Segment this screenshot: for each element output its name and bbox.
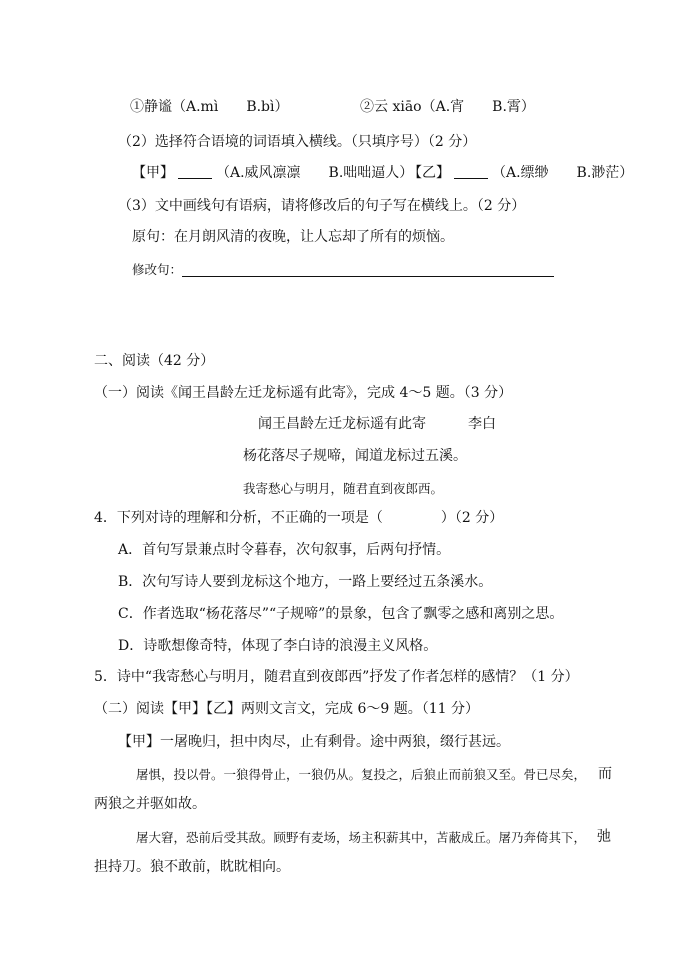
jia-passage-p2a: 屠惧，投以骨。一狼得骨止，一狼仍从。复投之，后狼止而前狼又至。骨已尽矣， — [136, 767, 587, 782]
jia-passage-p3b: 担持刀。狼不敢前，眈眈相向。 — [94, 859, 290, 875]
q2-answer-row-yi — [408, 164, 633, 182]
q3-revised-row — [132, 261, 554, 279]
q1-item1: ①静谧（A.mì B.bì） — [130, 99, 289, 115]
q2-jia-options: （A.威风凛凛 B.咄咄逼人） — [216, 165, 414, 181]
section2-heading: 二、阅读（42 分） — [94, 353, 215, 369]
q2-jia-label: 【甲】 — [132, 165, 174, 181]
q4-option-c: C．作者选取“杨花落尽”“子规啼”的景象，包含了飘零之感和离别之思。 — [118, 606, 564, 622]
q2-yi-options: （A.缥缈 B.渺茫） — [492, 165, 634, 181]
q3-revised-blank[interactable] — [182, 263, 554, 277]
jia-passage-p3a: 屠大窘，恐前后受其敌。顾野有麦场，场主积薪其中，苫蔽成丘。屠乃奔倚其下， — [136, 830, 587, 845]
q2-answer-row — [132, 164, 413, 182]
q4-stem — [94, 509, 503, 527]
part1-intro: （一）阅读《闻王昌龄左迁龙标遥有此寄》，完成 4～5 题。（3 分） — [94, 385, 513, 401]
q4-stem-b: ）（2 分） — [440, 510, 504, 526]
q3-stem: （3）文中画线句有语病，请将修改后的句子写在横线上。（2 分） — [118, 198, 526, 214]
jia-passage-p3a-end: 弛 — [597, 829, 611, 845]
poem-author: 李白 — [468, 416, 496, 432]
q3-revised-label: 修改句： — [132, 262, 183, 277]
q1-item2: ②云 xiāo（A.宵 B.霄） — [360, 99, 535, 115]
jia-passage-p2b: 两狼之并驱如故。 — [94, 796, 206, 812]
q5-stem: 5．诗中“我寄愁心与明月，随君直到夜郎西”抒发了作者怎样的感情？（1 分） — [94, 669, 579, 685]
q3-original: 原句：在月朗风清的夜晚，让人忘却了所有的烦恼。 — [132, 229, 454, 245]
q4-option-b: B．次句写诗人要到龙标这个地方，一路上要经过五条溪水。 — [118, 574, 493, 590]
q4-option-a: A．首句写景兼点时令暮春，次句叙事，后两句抒情。 — [118, 542, 451, 558]
poem-line2: 我寄愁心与明月，随君直到夜郎西。 — [243, 481, 444, 496]
q4-stem-a: 4．下列对诗的理解和分析，不正确的一项是（ — [94, 510, 383, 526]
q2-yi-label: 【乙】 — [408, 165, 450, 181]
q2-yi-blank[interactable] — [454, 164, 488, 179]
jia-passage-p1: 【甲】一屠晚归，担中肉尽，止有剩骨。途中两狼，缀行甚远。 — [118, 734, 510, 750]
q2-stem: （2）选择符合语境的词语填入横线。（只填序号）（2 分） — [118, 134, 477, 150]
q2-jia-blank[interactable] — [178, 164, 212, 179]
q4-option-d: D．诗歌想像奇特，体现了李白诗的浪漫主义风格。 — [118, 638, 438, 654]
poem-line1: 杨花落尽子规啼，闻道龙标过五溪。 — [243, 448, 467, 464]
part2-intro: （二）阅读【甲】【乙】两则文言文，完成 6～9 题。（11 分） — [94, 701, 479, 717]
jia-passage-p2a-end: 而 — [598, 766, 612, 782]
poem-title: 闻王昌龄左迁龙标遥有此寄 — [258, 416, 426, 432]
